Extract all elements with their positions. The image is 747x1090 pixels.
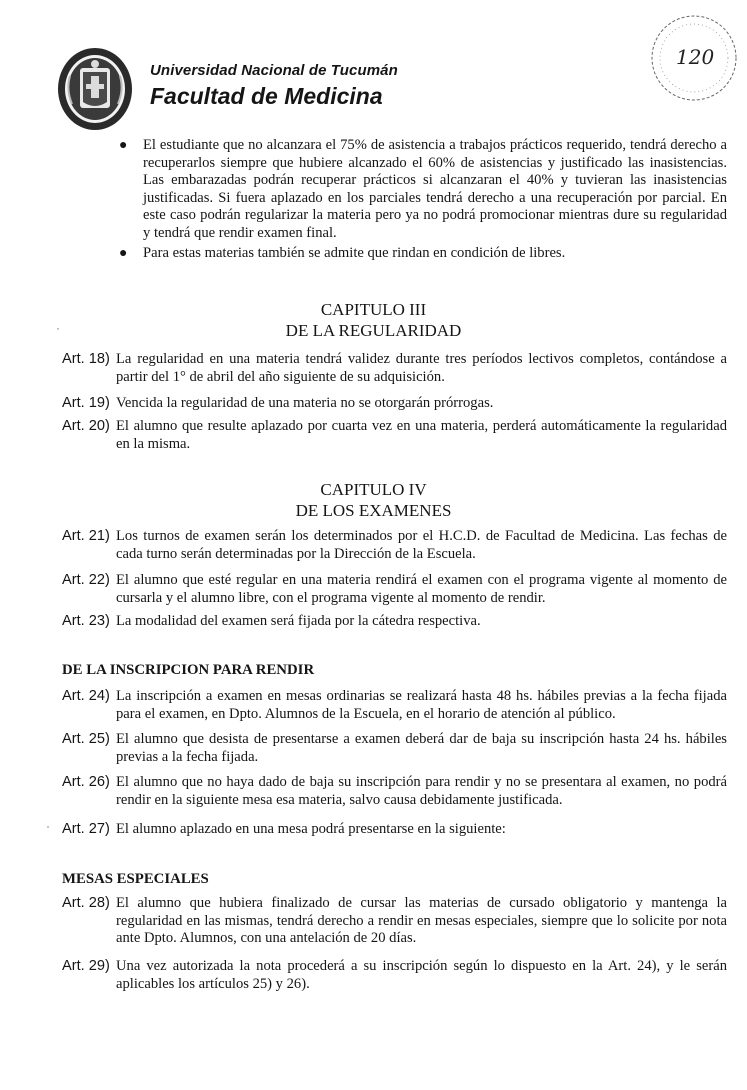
- article-text: La regularidad en una materia tendrá validez durante tres períodos lectivos completos, contándose a partir del 1° de abril del año siguiente de su adquisición.: [116, 351, 727, 385]
- article-number: Art. 21): [62, 528, 110, 544]
- article-21: [62, 528, 727, 563]
- article-20: [62, 418, 727, 453]
- article-text: La modalidad del examen será fijada por la cátedra respectiva.: [116, 613, 481, 629]
- article-28: [62, 895, 727, 948]
- article-26: [62, 774, 727, 809]
- bullet-list: [119, 137, 727, 264]
- article-24: [62, 688, 727, 723]
- article-number: Art. 23): [62, 613, 110, 629]
- chapter-title: CAPITULO IV: [320, 480, 427, 499]
- chapter-title: CAPITULO III: [320, 300, 427, 319]
- article-text: Vencida la regularidad de una materia no se otorgarán prórrogas.: [116, 395, 494, 411]
- faculty-name: Facultad de Medicina: [150, 83, 383, 109]
- article-number: Art. 25): [62, 731, 110, 747]
- article-number: Art. 22): [62, 572, 110, 588]
- folio-number: 120: [676, 45, 715, 69]
- article-text: El alumno que hubiera finalizado de cursar las materias de cursado obligatorio y mantenga la regularidad en las mismas, tendrá derecho a rendir en mesas especiales, siempre que lo solicite por nota ante Dpto. Alumnos, con una antelación de 20 días.: [116, 895, 727, 947]
- section-heading: MESAS ESPECIALES: [62, 871, 209, 887]
- article-number: Art. 29): [62, 958, 110, 974]
- article-text: Una vez autorizada la nota procederá a su inscripción según lo dispuesto en la Art. 24), y le serán aplicables los artículos 25) y 26).: [116, 958, 727, 992]
- university-name: Universidad Nacional de Tucumán: [150, 62, 398, 79]
- chapter-subtitle: DE LOS EXAMENES: [295, 501, 452, 520]
- article-number: Art. 27): [62, 821, 110, 837]
- scan-mark: ˙: [46, 823, 50, 837]
- article-29: [62, 958, 727, 993]
- bullet-text: Para estas materias también se admite que rindan en condición de libres.: [143, 244, 566, 261]
- article-number: Art. 26): [62, 774, 110, 790]
- bullet-icon: ●: [119, 245, 128, 261]
- article-22: [62, 572, 727, 607]
- bullet-text: El estudiante que no alcanzara el 75% de asistencia a trabajos prácticos requerido, tendrá derecho a recuperarlos siempre que hubiere alcanzado el 60% de asistencias y justificado las inasistencias. Las embarazadas podrán recuperar prácticos si alcanzaran el 40% y tuvieran las inasistencias justificadas. Si fuera aplazado en los parciales tendrá derecho a una recuperación por parcial. En este caso podrán regularizar la materia pero ya no podrá promocionar mientras dure su regularidad y tendrá que rendir examen final.: [143, 137, 727, 241]
- article-text: El alumno que esté regular en una materia rendirá el examen con el programa vigente al momento de cursarla y el alumno libre, con el programa vigente al momento de rendir.: [116, 572, 727, 606]
- article-18: [62, 351, 727, 386]
- article-27: [62, 821, 727, 839]
- article-text: Los turnos de examen serán los determinados por el H.C.D. de Facultad de Medicina. Las fechas de cada turno serán determinadas por la Dirección de la Escuela.: [116, 528, 727, 562]
- scan-mark: ˙: [56, 325, 60, 339]
- article-text: El alumno que no haya dado de baja su inscripción para rendir y no se presentara al examen, no podrá rendir en la siguiente mesa esa materia, salvo causa debidamente justificada.: [116, 774, 727, 808]
- article-number: Art. 19): [62, 395, 110, 411]
- article-number: Art. 28): [62, 895, 110, 911]
- university-seal-icon: [56, 46, 134, 132]
- article-number: Art. 20): [62, 418, 110, 434]
- chapter-subtitle: DE LA REGULARIDAD: [285, 321, 462, 340]
- article-text: El alumno que desista de presentarse a examen deberá dar de baja su inscripción hasta 24 hs. hábiles previas a la fecha fijada.: [116, 731, 727, 765]
- article-19: [62, 395, 727, 413]
- article-text: El alumno que resulte aplazado por cuarta vez en una materia, perderá automáticamente la regularidad en la misma.: [116, 418, 727, 452]
- list-item: [119, 137, 727, 243]
- list-item: [119, 244, 727, 263]
- article-25: [62, 731, 727, 766]
- section-heading: DE LA INSCRIPCION PARA RENDIR: [62, 662, 315, 678]
- article-23: [62, 613, 727, 631]
- article-number: Art. 18): [62, 351, 110, 367]
- article-text: La inscripción a examen en mesas ordinarias se realizará hasta 48 hs. hábiles previas a la fecha fijada para el examen, en Dpto. Alumnos de la Escuela, en el horario de atención al público.: [116, 688, 727, 722]
- article-number: Art. 24): [62, 688, 110, 704]
- article-text: El alumno aplazado en una mesa podrá presentarse en la siguiente:: [116, 821, 506, 837]
- bullet-icon: ●: [119, 138, 128, 153]
